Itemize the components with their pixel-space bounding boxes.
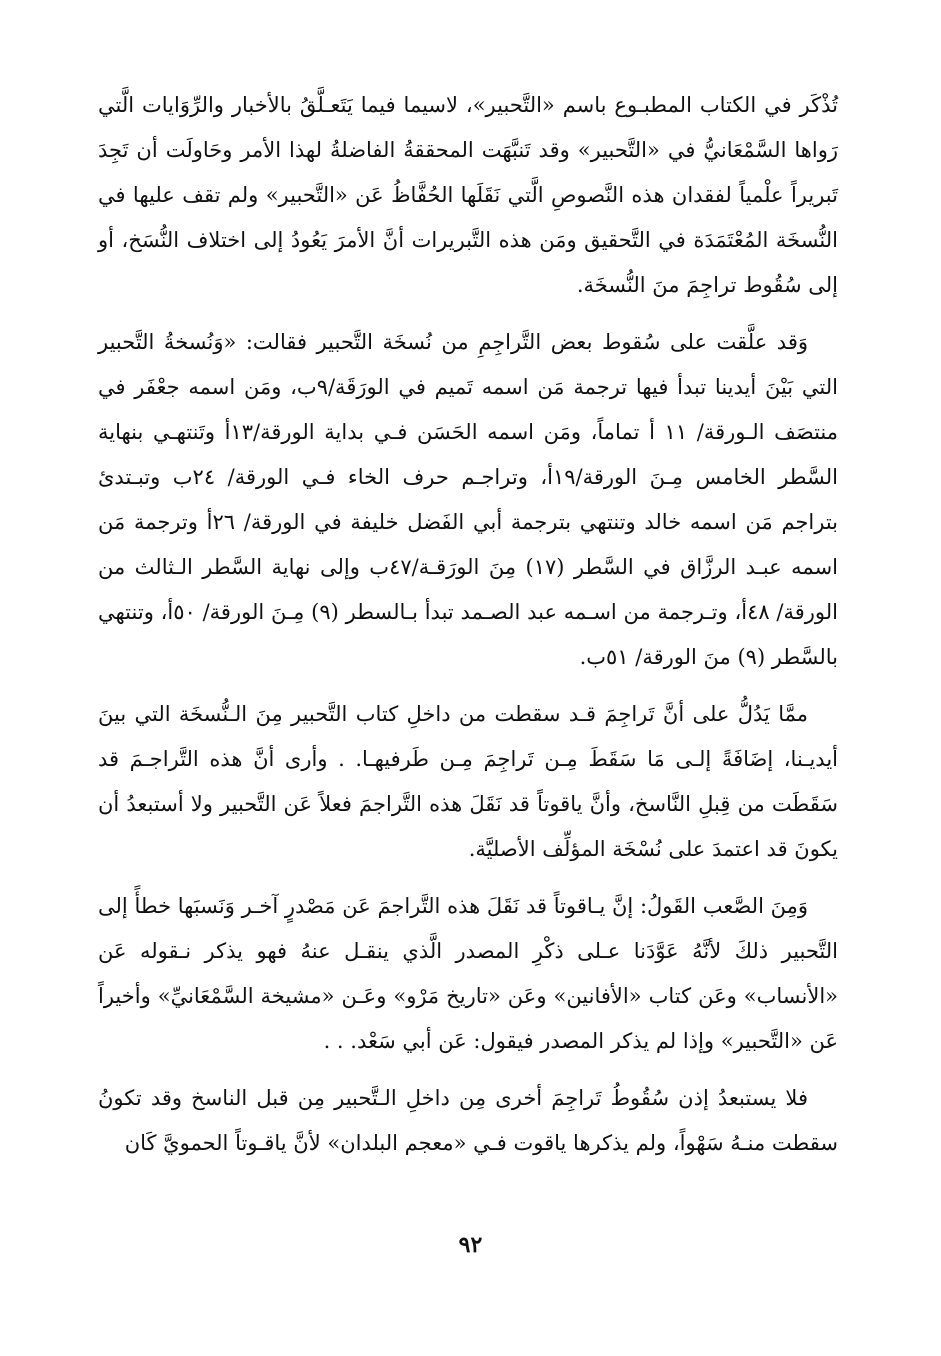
paragraph-5: فلا يستبعدُ إذن سُقُوطُ تَراجِمَ أخرى مِن داخلِ الـتَّحبير مِن قبل الناسخ وقد تكونُ سقطت منـهُ سَهْواً، ولم يذكرها ياقوت فـي «معجم البلدان» لأنَّ ياقـوتاً الحمويَّ كَان (98, 1086, 838, 1155)
paragraph-4: وَمِنَ الصَّعب القَولُ: إنَّ يـاقوتاً قد نَقَلَ هذه التَّراجمَ عَن مَصْدرٍ آخـر وَنَسبَها خطأً إلى التَّحبير ذلكَ لأنَّهُ عَوَّدَنا عـلى ذكْرِ المصدر الَّذي ينقـل عنهُ فهو يذكر نـقوله عَن «الأنساب» وعَن كتاب «الأفانين» وعَن «تاريخ مَرْو» وعَـن «مشيخة السَّمْعَانيِّ» وأخيراً عَن «التَّحبير» وإذا لم يذكر المصدر فيقول: عَن أبي سَعْد. . . (98, 894, 838, 1053)
paragraph-3: ممَّا يَدُلُّ على أنَّ تَراجِمَ قـد سقطت من داخلِ كتاب التَّحبير مِنَ الـنُّسخَة التي بينَ أيديـنا، إضَافَةً إلـى مَا سَقَطَ مِـن تَراجِمَ مِـن طَرفيهـا. . وأرى أنَّ هذه التَّراجـمَ قد سَقَطَت من قِبلِ النَّاسخ، وأنَّ ياقوتاً قد نَقَلَ هذه التَّراجمَ فعلاً عَن التَّحبير ولا أستبعدُ أن يكونَ قد اعتمدَ على نُسْخَة المؤلِّف الأصليَّة. (98, 702, 838, 861)
body-text (98, 83, 838, 1178)
paragraph-1: تُذْكَر في الكتاب المطبـوع باسم «التَّحبير»، لاسيما فيما يَتَعـلَّقُ بالأخبار والرِّوَايات الَّتي رَواها السَّمْعَانيُّ في «التَّحبير» وقد تَنبَّهَت المحققةُ الفاضلةُ لهذا الأمر وحَاولَت أن تَجِدَ تَبريراً علْمياً لفقدان هذه النَّصوصِ الَّتي نَقَلَها الحُفَّاظُ عَن «التَّحبير» ولم تقف عليها في النُّسخَة المُعْتَمَدَة في التَّحقيق ومَن هذه التَّبريرات أنَّ الأمرَ يَعُودُ إلى اختلاف النُّسَخ، أو إلى سُقُوط تراجِمَ منَ النُّسخَة. (98, 93, 838, 297)
page-number: ٩٢ (458, 1232, 483, 1258)
paragraph-2: وَقد علَّقت على سُقوط بعض التَّراجِمِ من نُسخَة التَّحبير فقالت: «وَنُسخةُ التَّحبير التي بَيْنَ أيدينا تبدأ فيها ترجمة مَن اسمه تَميم في الورَقَة/٩ب، ومَن اسمه جعْفَر في منتصَف الـورقة/ ١١ أ تماماً، ومَن اسمه الحَسَن فـي بداية الورقة/١٣أ وتَنتهـي بنهاية السَّطر الخامس مِـنَ الورقة/١٩أ، وتراجـم حرف الخاء فـي الورقة/ ٢٤ب وتبـتدئ بتراجم مَن اسمه خالد وتنتهي بترجمة أبي الفَضل خليفة في الورقة/ ٢٦أ وترجمة مَن اسمه عبـد الرزَّاق في السَّطر (١٧) مِنَ الورَقـة/٤٧ب وإلى نهاية السَّطر الـثالث من الورقة/ ٤٨أ، وتـرجمة من اسـمه عبد الصـمد تبدأ بـالسطر (٩) مِـنَ الورقة/ ٥٠أ، وتنتهي بالسَّطر (٩) منَ الورقة/ ٥١ب. (98, 330, 839, 669)
